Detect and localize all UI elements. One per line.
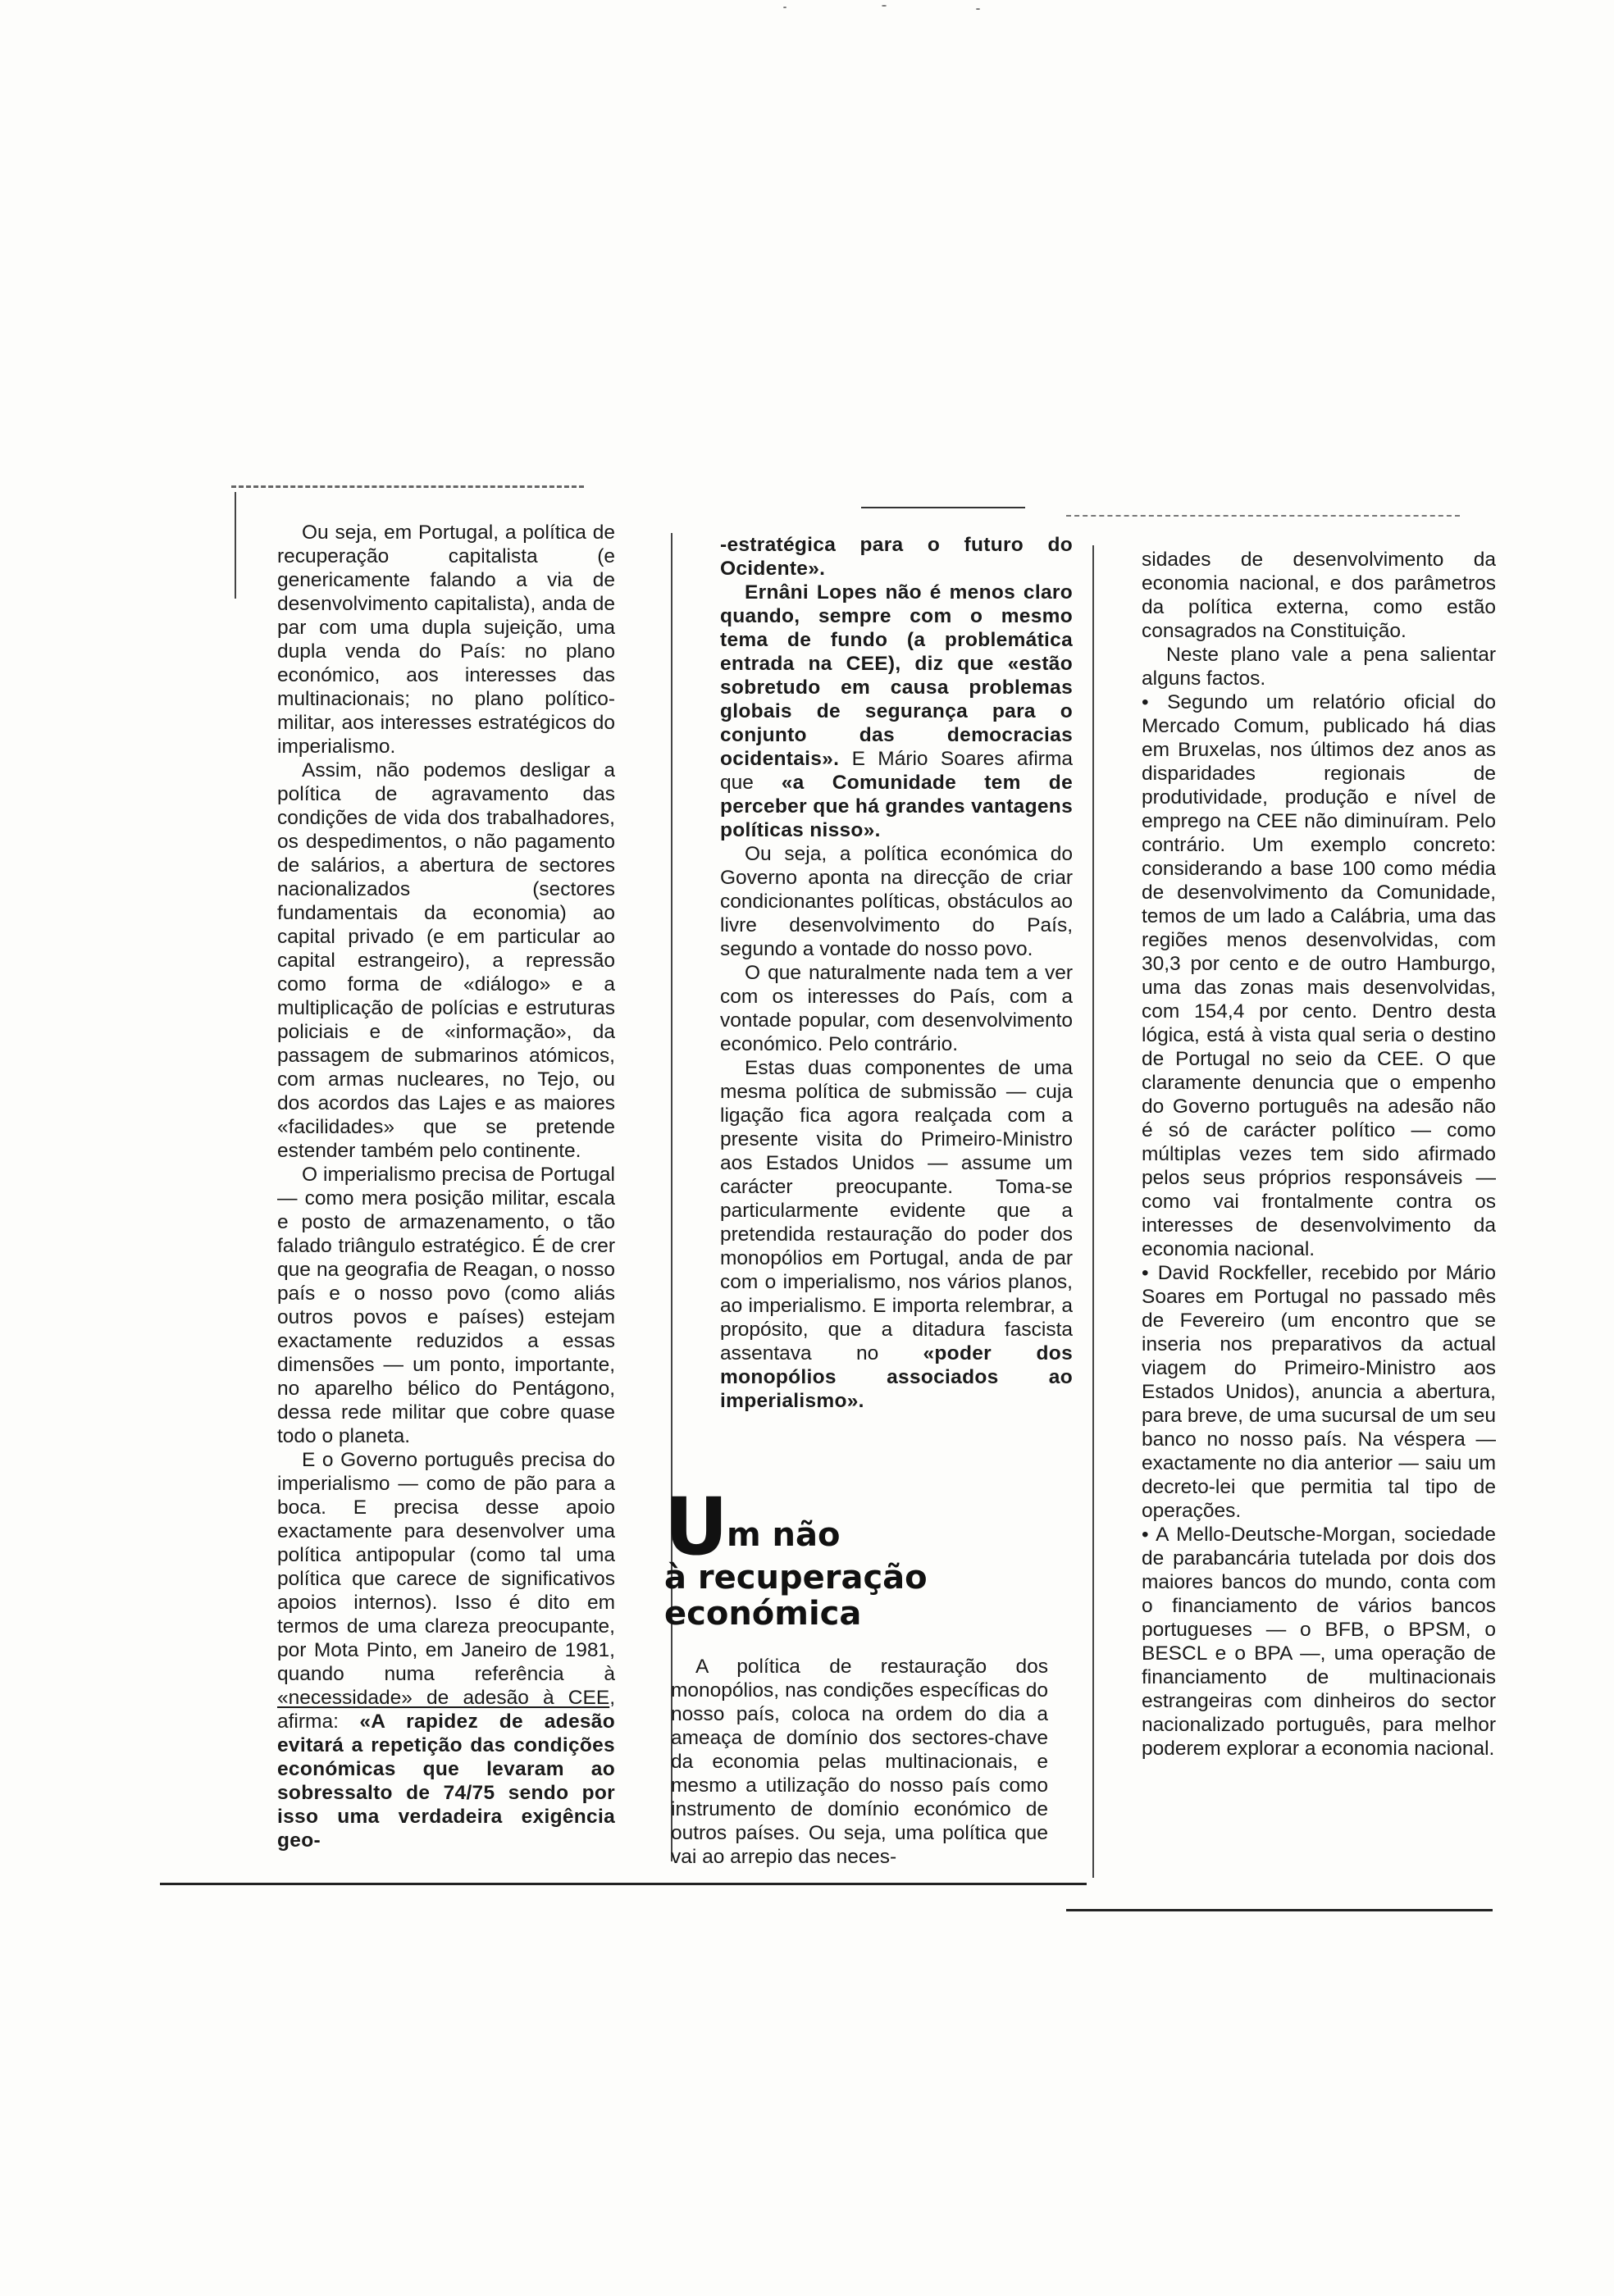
bottom-rule <box>1066 1909 1493 1911</box>
headline-line-3: económica <box>664 1595 862 1633</box>
paragraph-text: , uma operação de financiamento de multinacionais estrangeiras com dinheiros do sector nacionalizado português, para melhor poderem explorar a economia nacional. <box>1142 1642 1496 1760</box>
article-column-3 <box>1142 548 1496 1761</box>
paragraph-text: , afirma: <box>277 1687 615 1733</box>
top-scan-artifact <box>861 507 1025 508</box>
article-column-2-lower <box>671 1655 1048 1869</box>
top-scan-artifact <box>1066 515 1460 517</box>
paragraph-text: Estas duas componentes de uma mesma política de submissão — cuja ligação fica agora realçada com a presente visita do Primeiro-Ministro aos Estados Unidos — assume um carácter preocupante. Toma-se particularmente evidente que a pretendida restauração do poder dos monopólios em Portugal, anda de par com o imperialismo, nos vários planos, ao imperialismo. E importa relembrar, a propósito, que a ditadura fascista assentava no <box>720 1057 1073 1364</box>
paragraph: O imperialismo precisa de Portugal — como mera posição militar, escala e posto de armazenamento, o tão falado triângulo estratégico. É de crer que na geografia de Reagan, o nosso país e o nosso povo (como aliás outros povos e países) estejam exactamente reduzidos a essas dimensões — um ponto, importante, no aparelho bélico do Pentágono, dessa rede militar que cobre quase todo o planeta. <box>277 1164 615 1447</box>
paragraph-text: • A Mello-Deutsche-Morgan, sociedade de parabancária tutelada por dois dos maiores bancos do mundo, conta com o financiamento de vários bancos portugueses <box>1142 1524 1496 1641</box>
bullet-paragraph: • David Rockfeller, recebido por Mário Soares em Portugal no passado mês de Fevereiro (um encontro que se inseria nos preparativos da actual viagem do Primeiro-Ministro aos Estados Unidos), anuncia a abertura, para breve, de uma sucursal de um seu banco no nosso país. Na véspera — exactamente no dia anterior — saiu um decreto-lei que permitia tal tipo de operações. <box>1142 1262 1496 1522</box>
quote-continuation: -estratégica para o futuro do Ocidente». <box>720 534 1073 580</box>
scan-speck <box>882 5 887 7</box>
paragraph <box>720 1056 1073 1413</box>
paragraph: Ou seja, a política económica do Governo aponta na direcção de criar condicionantes políticas, obstáculos ao livre desenvolvimento do País, segundo a vontade do nosso povo. <box>720 843 1073 960</box>
headline-initial: U <box>664 1481 727 1573</box>
paragraph: A política de restauração dos monopólios, nas condições específicas do nosso país, coloca na ordem do dia a ameaça de domínio dos sectores-chave da economia pelas multinacionais, e mesmo a utilização do nosso país como instrumento de domínio económico de outros países. Ou seja, uma política que vai ao arrepio das neces- <box>671 1656 1048 1868</box>
paragraph-text: E Mário Soares afirma que <box>720 748 1073 794</box>
quote: «A rapidez de adesão evitará a repetição das condições económicas que levaram ao sobressalto de 74/75 sendo por isso uma verdadeira exigência geo- <box>277 1711 615 1852</box>
column-divider <box>1092 545 1094 1878</box>
quote: «a Comunidade tem de perceber que há grandes vantagens políticas nisso». <box>720 772 1073 841</box>
left-edge-mark <box>235 492 236 599</box>
headline-line-2: à recuperação <box>664 1559 928 1597</box>
paragraph: Ou seja, em Portugal, a política de recuperação capitalista (e genericamente falando a via de desenvolvimento capitalista), anda de par com uma dupla sujeição, uma dupla venda do País: no plano económico, aos interesses das multinacionais; no plano político-militar, aos interesses estratégicos do imperialismo. <box>277 522 615 758</box>
paragraph <box>720 581 1073 842</box>
paragraph: Assim, não podemos desligar a política de agravamento das condições de vida dos trabalhadores, os despedimentos, o não pagamento de salários, a abertura de sectores nacionalizados (sectores fundamentais da economia) ao capital privado (e em particular ao capital estrangeiro), a repressão como forma de «diálogo» e a multiplicação de polícias e estruturas policiais e de «informação», da passagem de submarinos atómicos, com armas nucleares, no Tejo, ou dos acordos das Lajes e as maiores «facilidades» que se pretende estender também pelo continente. <box>277 759 615 1162</box>
quote: Ernâni Lopes não é menos claro quando, sempre com o mesmo tema de fundo (a problemática entrada na CEE), diz que «estão sobretudo em causa problemas globais de segurança para o conjunto das democracias ocidentais». <box>720 581 1073 770</box>
paragraph <box>277 1448 615 1852</box>
quote: «poder dos monopólios associados ao imperialismo». <box>720 1342 1073 1412</box>
article-column-2 <box>720 533 1073 1413</box>
scan-speck <box>976 8 980 10</box>
bullet-paragraph: • Segundo um relatório oficial do Mercado Comum, publicado há dias em Bruxelas, nos últimos dez anos as disparidades regionais de produtividade, produção e nível de emprego na CEE não diminuíram. Pelo contrário. Um exemplo concreto: considerando a base 100 como média de desenvolvimento da Comunidade, temos de um lado a Calábria, uma das regiões menos desenvolvidas, com 30,3 por cento e de outro Hamburgo, uma das zonas mais desenvolvidas, com 154,4 por cento. Dentro desta lógica, está à vista qual seria o destino de Portugal no seio da CEE. O que claramente denuncia que o empenho do Governo português na adesão não é só de carácter político — como múltiplas vezes tem sido afirmado pelos seus próprios responsáveis — como vai frontalmente contra os interesses de desenvolvimento da economia nacional. <box>1142 691 1496 1260</box>
headline-line-1: m não <box>726 1516 841 1554</box>
bottom-rule <box>160 1883 1087 1885</box>
paragraph-text: — o BFB, o BPSM, o BESCL e o BPA — <box>1142 1619 1497 1665</box>
section-headline <box>664 1481 960 1633</box>
bullet-paragraph <box>1142 1523 1496 1761</box>
paragraph: sidades de desenvolvimento da economia nacional, e dos parâmetros da política externa, como estão consagrados na Constituição. <box>1142 549 1496 642</box>
top-scan-artifact <box>231 485 584 488</box>
paragraph-text: E o Governo português precisa do imperialismo — como de pão para a boca. E precisa desse apoio exactamente para desenvolver uma política antipopular (como tal uma política que carece de significativos apoios internos). Isso é dito em termos de uma clareza preocupante, por Mota Pinto, em Janeiro de 1981, quando numa referência à <box>277 1449 615 1685</box>
article-column-1 <box>277 521 615 1852</box>
paragraph: O que naturalmente nada tem a ver com os interesses do País, com a vontade popular, com desenvolvimento económico. Pelo contrário. <box>720 962 1073 1055</box>
underlined-phrase: «necessidade» de adesão à CEE <box>277 1687 610 1709</box>
scan-speck <box>783 7 786 8</box>
paragraph: Neste plano vale a pena salientar alguns factos. <box>1142 644 1496 690</box>
